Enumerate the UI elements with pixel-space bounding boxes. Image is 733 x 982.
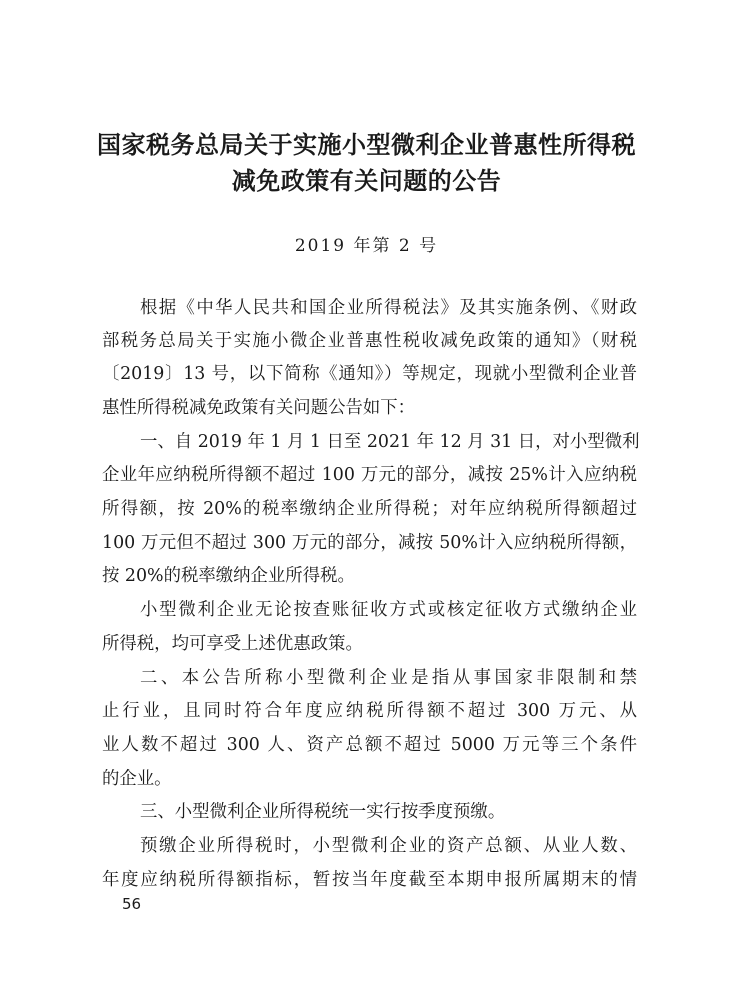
body-line: 根据《中华人民共和国企业所得税法》及其实施条例、《财政 xyxy=(140,298,637,318)
body-line: 部税务总局关于实施小微企业普惠性税收减免政策的通知》（财税 xyxy=(102,331,637,351)
body-line: 年度应纳税所得额指标，暂按当年度截至本期申报所属期末的情 xyxy=(102,870,637,890)
body-line: 小型微利企业无论按查账征收方式或核定征收方式缴纳企业 xyxy=(140,600,637,620)
body-line: 惠性所得税减免政策有关问题公告如下： xyxy=(102,398,416,418)
page-number: 56 xyxy=(122,895,142,913)
body-line: 100 万元但不超过 300 万元的部分，减按 50%计入应纳税所得额， xyxy=(102,533,637,553)
body-line: 业人数不超过 300 人、资产总额不超过 5000 万元等三个条件 xyxy=(102,735,637,755)
document-number: 2019 年第 2 号 xyxy=(294,236,439,256)
body-line: 二、本公告所称小型微利企业是指从事国家非限制和禁 xyxy=(140,668,637,688)
body-line: 三、小型微利企业所得税统一实行按季度预缴。 xyxy=(140,802,506,822)
body-line: 所得额，按 20%的税率缴纳企业所得税；对年应纳税所得额超过 xyxy=(102,499,637,519)
body-line: 预缴企业所得税时，小型微利企业的资产总额、从业人数、 xyxy=(140,836,637,856)
document-title-line-2: 减免政策有关问题的公告 xyxy=(231,166,502,195)
body-line: 一、自 2019 年 1 月 1 日至 2021 年 12 月 31 日，对小型微利 xyxy=(140,432,640,452)
body-line: 按 20%的税率缴纳企业所得税。 xyxy=(102,566,355,586)
body-line: 止行业，且同时符合年度应纳税所得额不超过 300 万元、从 xyxy=(102,701,637,721)
body-line: 的企业。 xyxy=(102,769,172,789)
body-line: 企业年应纳税所得额不超过 100 万元的部分，减按 25%计入应纳税 xyxy=(102,465,637,485)
body-line: 所得税，均可享受上述优惠政策。 xyxy=(102,634,363,654)
body-line: 〔2019〕13 号，以下简称《通知》）等规定，现就小型微利企业普 xyxy=(102,364,637,384)
document-title-line-1: 国家税务总局关于实施小型微利企业普惠性所得税 xyxy=(97,130,636,159)
